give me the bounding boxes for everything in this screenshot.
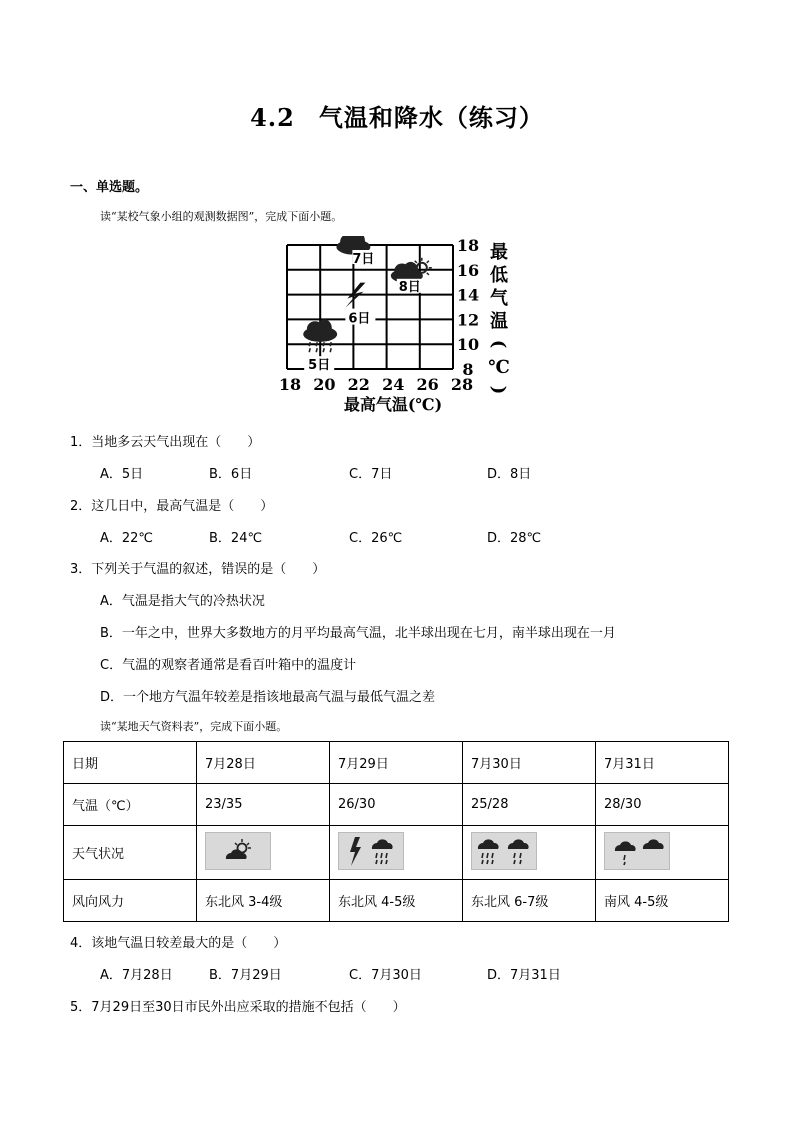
table-row-temp xyxy=(64,784,729,826)
point-cloudy-icon xyxy=(336,236,374,267)
title-number: 4.2 xyxy=(250,103,295,132)
y-axis-label-char: ) xyxy=(488,385,509,395)
x-tick-label: 20 xyxy=(313,375,336,394)
table-cell: 7月28日 xyxy=(197,742,330,784)
x-axis-label: 最高气温(℃) xyxy=(343,395,443,414)
point-label: 6日 xyxy=(348,311,371,327)
q2-option-b[interactable]: B．24℃ xyxy=(209,531,263,546)
q4-option-c[interactable]: C．7月30日 xyxy=(349,968,422,983)
table-cell: 26/30 xyxy=(330,784,463,826)
x-tick-label: 26 xyxy=(416,375,439,394)
y-tick-label: 8 xyxy=(462,360,474,379)
x-tick-label: 28 xyxy=(450,375,474,394)
q2-option-a[interactable]: A．22℃ xyxy=(100,531,154,546)
point-label: 8日 xyxy=(398,279,421,295)
title-text: 气温和降水（练习） xyxy=(318,103,544,132)
y-tick-label: 18 xyxy=(456,236,480,255)
weather-observation-chart xyxy=(270,236,530,416)
x-tick-label: 22 xyxy=(347,375,370,394)
q2-option-d[interactable]: D．28℃ xyxy=(487,531,542,546)
q3-option-c[interactable]: C．气温的观察者通常是看百叶箱中的温度计 xyxy=(100,658,357,673)
table-cell: 东北风 6-7级 xyxy=(463,880,596,922)
q1-option-c[interactable]: C．7日 xyxy=(349,467,393,482)
y-axis-label-char: 最 xyxy=(490,242,508,263)
partly-cloudy-icon xyxy=(205,832,271,870)
q1-option-b[interactable]: B．6日 xyxy=(209,467,253,482)
table-cell xyxy=(596,826,729,880)
table-cell: 风向风力 xyxy=(64,880,197,922)
q4-option-a[interactable]: A．7月28日 xyxy=(100,968,173,983)
point-thunder-icon xyxy=(345,283,375,327)
table-row-weather xyxy=(64,826,729,880)
weather-table xyxy=(63,741,729,922)
rain-rain-icon xyxy=(471,832,537,870)
table-cell: 气温（℃） xyxy=(64,784,197,826)
table-cell: 7月30日 xyxy=(463,742,596,784)
table-cell xyxy=(197,826,330,880)
table-cell: 东北风 3-4级 xyxy=(197,880,330,922)
y-axis-label-char: 气 xyxy=(490,288,508,309)
point-label: 7日 xyxy=(352,252,375,267)
y-axis-label-char: 温 xyxy=(490,311,508,332)
q3-option-a[interactable]: A．气温是指大气的冷热状况 xyxy=(100,594,265,609)
x-tick-labels xyxy=(279,375,473,394)
y-tick-label: 16 xyxy=(456,260,480,280)
table-cell xyxy=(463,826,596,880)
y-axis-label-char: 低 xyxy=(490,265,508,286)
q1-option-d[interactable]: D．8日 xyxy=(487,467,532,482)
y-axis-label-char: ℃ xyxy=(488,357,510,378)
x-tick-label: 18 xyxy=(278,375,302,394)
table-cell: 28/30 xyxy=(596,784,729,826)
table-cell: 25/28 xyxy=(463,784,596,826)
table-cell: 东北风 4-5级 xyxy=(330,880,463,922)
question-1-stem: 1．当地多云天气出现在（ ） xyxy=(70,435,261,450)
thunder-rain-icon xyxy=(338,832,404,870)
light-rain-cloud-icon xyxy=(604,832,670,870)
y-tick-label: 14 xyxy=(456,285,480,305)
x-tick-label: 24 xyxy=(382,375,405,394)
point-partly-cloudy-icon xyxy=(391,258,432,295)
data-points xyxy=(303,236,432,373)
page-title xyxy=(0,98,794,133)
q2-option-c[interactable]: C．26℃ xyxy=(349,531,403,546)
question-4-stem: 4．该地气温日较差最大的是（ ） xyxy=(70,936,287,951)
intro-chart: 读“某校气象小组的观测数据图”，完成下面小题。 xyxy=(100,210,343,223)
table-cell: 7月29日 xyxy=(330,742,463,784)
y-tick-label: 10 xyxy=(456,335,480,355)
q3-option-b[interactable]: B．一年之中，世界大多数地方的月平均最高气温，北半球出现在七月，南半球出现在一月 xyxy=(100,626,616,641)
section-heading: 一、单选题。 xyxy=(70,180,149,195)
table-cell: 日期 xyxy=(64,742,197,784)
table-cell: 天气状况 xyxy=(64,826,197,880)
question-2-stem: 2．这几日中，最高气温是（ ） xyxy=(70,499,274,514)
y-axis-label xyxy=(488,242,510,394)
table-row-header xyxy=(64,742,729,784)
table-cell: 7月31日 xyxy=(596,742,729,784)
y-tick-labels xyxy=(457,236,479,379)
q4-option-d[interactable]: D．7月31日 xyxy=(487,968,561,983)
q4-option-b[interactable]: B．7月29日 xyxy=(209,968,282,983)
table-row-wind xyxy=(64,880,729,922)
y-tick-label: 12 xyxy=(456,310,480,330)
y-axis-label-char: ( xyxy=(488,339,509,349)
table-cell: 23/35 xyxy=(197,784,330,826)
table-cell xyxy=(330,826,463,880)
question-5-stem: 5．7月29日至30日市民外出应采取的措施不包括（ ） xyxy=(70,1000,406,1015)
q3-option-d[interactable]: D．一个地方气温年较差是指该地最高气温与最低气温之差 xyxy=(100,690,436,705)
table-cell: 南风 4-5级 xyxy=(596,880,729,922)
question-3-stem: 3．下列关于气温的叙述，错误的是（ ） xyxy=(70,562,326,577)
q1-option-a[interactable]: A．5日 xyxy=(100,467,144,482)
intro-table: 读“某地天气资料表”，完成下面小题。 xyxy=(100,720,288,733)
point-label: 5日 xyxy=(308,358,331,374)
